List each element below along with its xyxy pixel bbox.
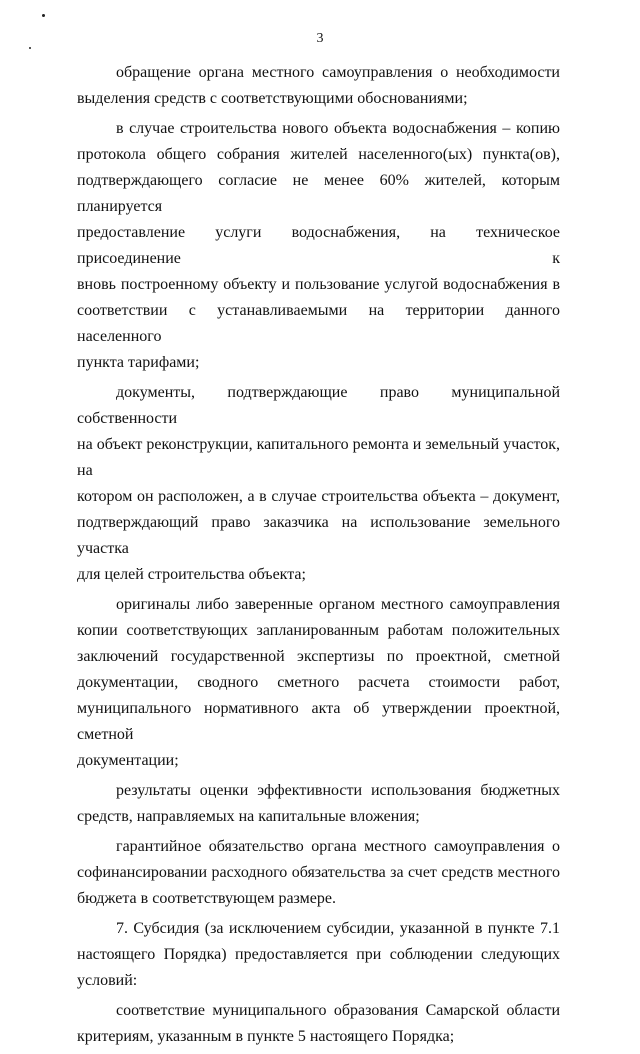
text-line: предоставление услуги водоснабжения, на техническое присоединение к xyxy=(77,224,560,267)
text-line: документации; xyxy=(77,752,179,769)
paragraph xyxy=(77,998,560,1050)
paragraph xyxy=(77,592,560,774)
text-line: гарантийное обязательство органа местного самоуправления о xyxy=(116,838,560,855)
paragraph xyxy=(77,916,560,994)
text-line: средств, направляемых на капитальные вложения; xyxy=(77,808,420,825)
text-line: 7. Субсидия (за исключением субсидии, указанной в пункте 7.1 xyxy=(116,920,560,937)
text-line: заключений государственной экспертизы по проектной, сметной xyxy=(77,648,560,665)
text-line: в случае строительства нового объекта водоснабжения – копию xyxy=(116,120,560,137)
text-line: обращение органа местного самоуправления о необходимости xyxy=(116,64,560,81)
text-line: условий: xyxy=(77,972,138,989)
text-line: документации, сводного сметного расчета стоимости работ, xyxy=(77,674,560,691)
text-line: копии соответствующих запланированным работам положительных xyxy=(77,622,560,639)
text-line: вновь построенному объекту и пользование услугой водоснабжения в xyxy=(77,276,560,293)
paragraph xyxy=(77,834,560,912)
text-line: протокола общего собрания жителей населенного(ых) пункта(ов), xyxy=(77,146,560,163)
text-line: бюджета в соответствующем размере. xyxy=(77,890,336,907)
text-line: документы, подтверждающие право муниципальной собственности xyxy=(77,384,560,427)
text-line: подтверждающего согласие не менее 60% жителей, которым планируется xyxy=(77,172,560,215)
paragraph xyxy=(77,778,560,830)
scan-speck-mark xyxy=(42,14,45,17)
text-line: пункта тарифами; xyxy=(77,354,200,371)
text-line: критериям, указанным в пункте 5 настоящего Порядка; xyxy=(77,1028,455,1045)
text-line: результаты оценки эффективности использования бюджетных xyxy=(116,782,560,799)
paragraph xyxy=(77,60,560,112)
text-line: котором он расположен, а в случае строительства объекта – документ, xyxy=(77,488,560,505)
text-line: соответствие муниципального образования Самарской области xyxy=(116,1002,560,1019)
text-line: выделения средств с соответствующими обоснованиями; xyxy=(77,90,468,107)
paragraph xyxy=(77,116,560,376)
page-number: 3 xyxy=(316,31,324,46)
text-line: оригиналы либо заверенные органом местного самоуправления xyxy=(116,596,560,613)
text-line: подтверждающий право заказчика на использование земельного участка xyxy=(77,514,560,557)
text-line: софинансировании расходного обязательства за счет средств местного xyxy=(77,864,560,881)
text-line: соответствии с устанавливаемыми на территории данного населенного xyxy=(77,302,560,345)
text-line: настоящего Порядка) предоставляется при соблюдении следующих xyxy=(77,946,560,963)
paragraph xyxy=(77,380,560,588)
text-line: на объект реконструкции, капитального ремонта и земельный участок, на xyxy=(77,436,560,479)
text-line: муниципального нормативного акта об утверждении проектной, сметной xyxy=(77,700,560,743)
text-line: для целей строительства объекта; xyxy=(77,566,306,583)
